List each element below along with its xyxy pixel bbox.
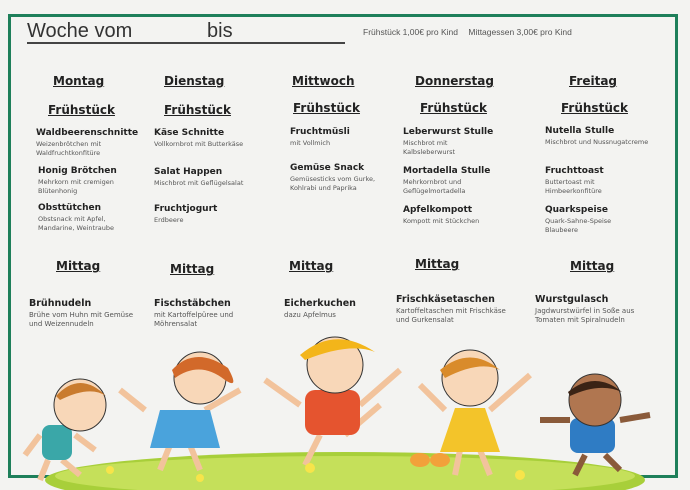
lunch-heading: Mittag bbox=[289, 259, 334, 273]
breakfast-heading: Frühstück bbox=[561, 101, 628, 115]
week-label: Woche vom bbox=[27, 20, 133, 42]
breakfast-heading: Frühstück bbox=[293, 101, 360, 115]
day-title: Donnerstag bbox=[415, 74, 494, 88]
menu-item: Honig Brötchen Mehrkorn mit cremigen Blütenhonig bbox=[38, 166, 117, 195]
menu-item: Waldbeerenschnitte Weizenbrötchen mit Waldfruchtkonfitüre bbox=[36, 128, 139, 157]
children-illustration bbox=[0, 330, 690, 490]
child-figure bbox=[540, 374, 650, 475]
menu-item: Nutella Stulle Mischbrot und Nussnugatcreme bbox=[545, 126, 649, 146]
day-title: Freitag bbox=[569, 74, 618, 88]
lunch-item: Frischkäsetaschen Kartoffeltaschen mit Frischkäse und Gurkensalat bbox=[396, 294, 506, 324]
breakfast-heading: Frühstück bbox=[48, 103, 115, 117]
menu-item: Käse Schnitte Vollkornbrot mit Butterkäse bbox=[154, 128, 244, 148]
prices bbox=[363, 27, 580, 37]
lunch-heading: Mittag bbox=[56, 259, 101, 273]
lunch-item: Brühnudeln Brühe vom Huhn mit Gemüse und Weizennudeln bbox=[29, 298, 134, 328]
lunch-heading: Mittag bbox=[570, 259, 615, 273]
week-range-field[interactable] bbox=[27, 20, 345, 44]
lunch-item: Eicherkuchen dazu Apfelmus bbox=[284, 298, 356, 319]
menu-item: Obsttütchen Obstsnack mit Apfel, Mandarine, Weintraube bbox=[38, 203, 114, 232]
menu-item: Fruchtmüsli mit Vollmich bbox=[290, 127, 350, 147]
day-title: Montag bbox=[53, 74, 105, 88]
menu-item: Fruchttoast Buttertoast mit Himbeerkonfitüre bbox=[545, 166, 604, 195]
lunch-item: Wurstgulasch Jagdwurstwürfel in Soße aus Tomaten mit Spiralnudeln bbox=[535, 294, 635, 324]
menu-item: Mortadella Stulle Mehrkornbrot und Geflügelmortadella bbox=[403, 166, 491, 195]
price-breakfast: Frühstück 1,00€ pro Kind bbox=[363, 27, 458, 37]
menu-item: Apfelkompott Kompott mit Stückchen bbox=[403, 205, 480, 225]
lunch-heading: Mittag bbox=[415, 257, 460, 271]
child-figure bbox=[120, 352, 240, 470]
day-title: Dienstag bbox=[164, 74, 225, 88]
menu-item: Fruchtjogurt Erdbeere bbox=[154, 204, 218, 224]
breakfast-heading: Frühstück bbox=[420, 101, 487, 115]
child-figure bbox=[265, 337, 400, 465]
lunch-item: Fischstäbchen mit Kartoffelpüree und Möhrensalat bbox=[154, 298, 234, 328]
lunch-heading: Mittag bbox=[170, 262, 215, 276]
breakfast-heading: Frühstück bbox=[164, 103, 231, 117]
price-lunch: Mittagessen 3,00€ pro Kind bbox=[468, 27, 572, 37]
menu-item: Leberwurst Stulle Mischbrot mit Kalbsleberwurst bbox=[403, 127, 494, 156]
menu-item: Quarkspeise Quark-Sahne-Speise Blaubeere bbox=[545, 205, 612, 234]
menu-item: Gemüse Snack Gemüsesticks vom Gurke, Kohlrabi und Paprika bbox=[290, 163, 376, 192]
day-title: Mittwoch bbox=[292, 74, 355, 88]
menu-item: Salat Happen Mischbrot mit Geflügelsalat bbox=[154, 167, 244, 187]
bis-label: bis bbox=[207, 20, 233, 42]
